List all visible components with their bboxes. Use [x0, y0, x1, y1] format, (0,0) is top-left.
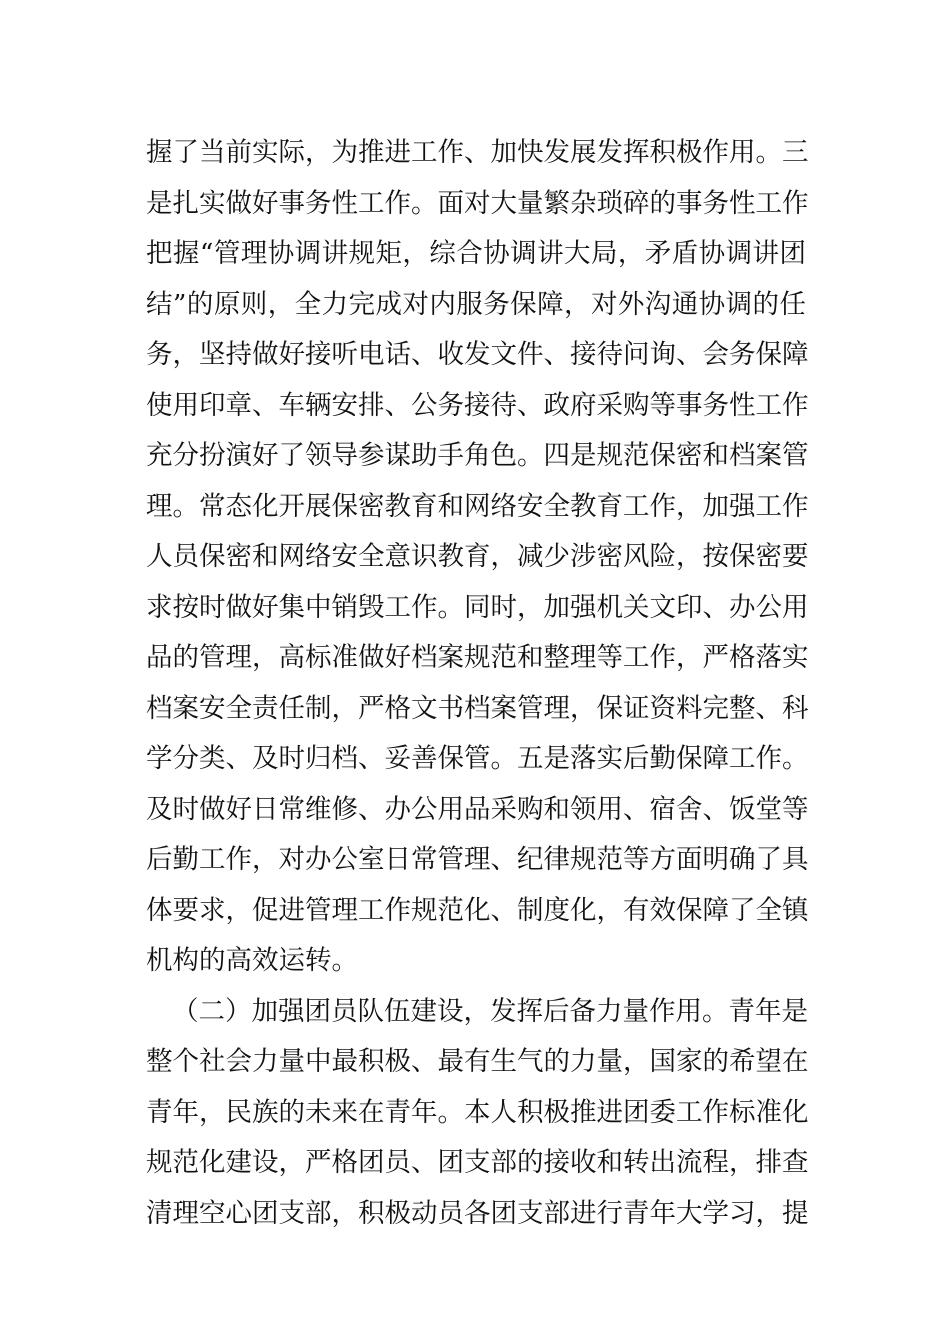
text-line: 使用印章、车辆安排、公务接待、政府采购等事务性工作 — [146, 389, 809, 421]
text-line: 是扎实做好事务性工作。面对大量繁杂琐碎的事务性工作 — [146, 187, 809, 219]
body-text — [146, 128, 809, 1239]
text-line: 及时做好日常维修、办公用品采购和领用、宿舍、饭堂等 — [146, 793, 809, 825]
paragraph-end-line: 机构的高效运转。 — [146, 945, 358, 976]
section-heading-line: （二）加强团员队伍建设，发挥后备力量作用。青年是 — [172, 995, 808, 1027]
text-line: 体要求，促进管理工作规范化、制度化，有效保障了全镇 — [146, 894, 809, 926]
text-line: 品的管理，高标准做好档案规范和整理等工作，严格落实 — [146, 642, 809, 673]
text-line: 务，坚持做好接听电话、收发文件、接待问询、会务保障 — [146, 339, 809, 370]
text-line: 求按时做好集中销毁工作。同时，加强机关文印、办公用 — [146, 591, 809, 623]
text-line: 整个社会力量中最积极、最有生气的力量，国家的希望在 — [146, 1046, 809, 1077]
text-line: 结”的原则，全力完成对内服务保障，对外沟通协调的任 — [146, 288, 806, 320]
text-line: 青年，民族的未来在青年。本人积极推进团委工作标准化 — [146, 1096, 809, 1128]
text-line: 档案安全责任制，严格文书档案管理，保证资料完整、科 — [146, 692, 809, 724]
text-line: 人员保密和网络安全意识教育，减少涉密风险，按保密要 — [146, 541, 809, 572]
text-line: 充分扮演好了领导参谋助手角色。四是规范保密和档案管 — [146, 440, 809, 471]
text-line: 理。常态化开展保密教育和网络安全教育工作，加强工作 — [146, 490, 809, 522]
text-line: 学分类、及时归档、妥善保管。五是落实后勤保障工作。 — [146, 743, 809, 774]
text-line: 规范化建设，严格团员、团支部的接收和转出流程，排查 — [146, 1147, 809, 1178]
text-line: 清理空心团支部，积极动员各团支部进行青年大学习，提 — [146, 1197, 809, 1229]
text-line: 握了当前实际，为推进工作、加快发展发挥积极作用。三 — [146, 137, 809, 168]
text-line: 后勤工作，对办公室日常管理、纪律规范等方面明确了具 — [146, 844, 809, 875]
text-line: 把握“管理协调讲规矩，综合协调讲大局，矛盾协调讲团 — [146, 238, 806, 269]
